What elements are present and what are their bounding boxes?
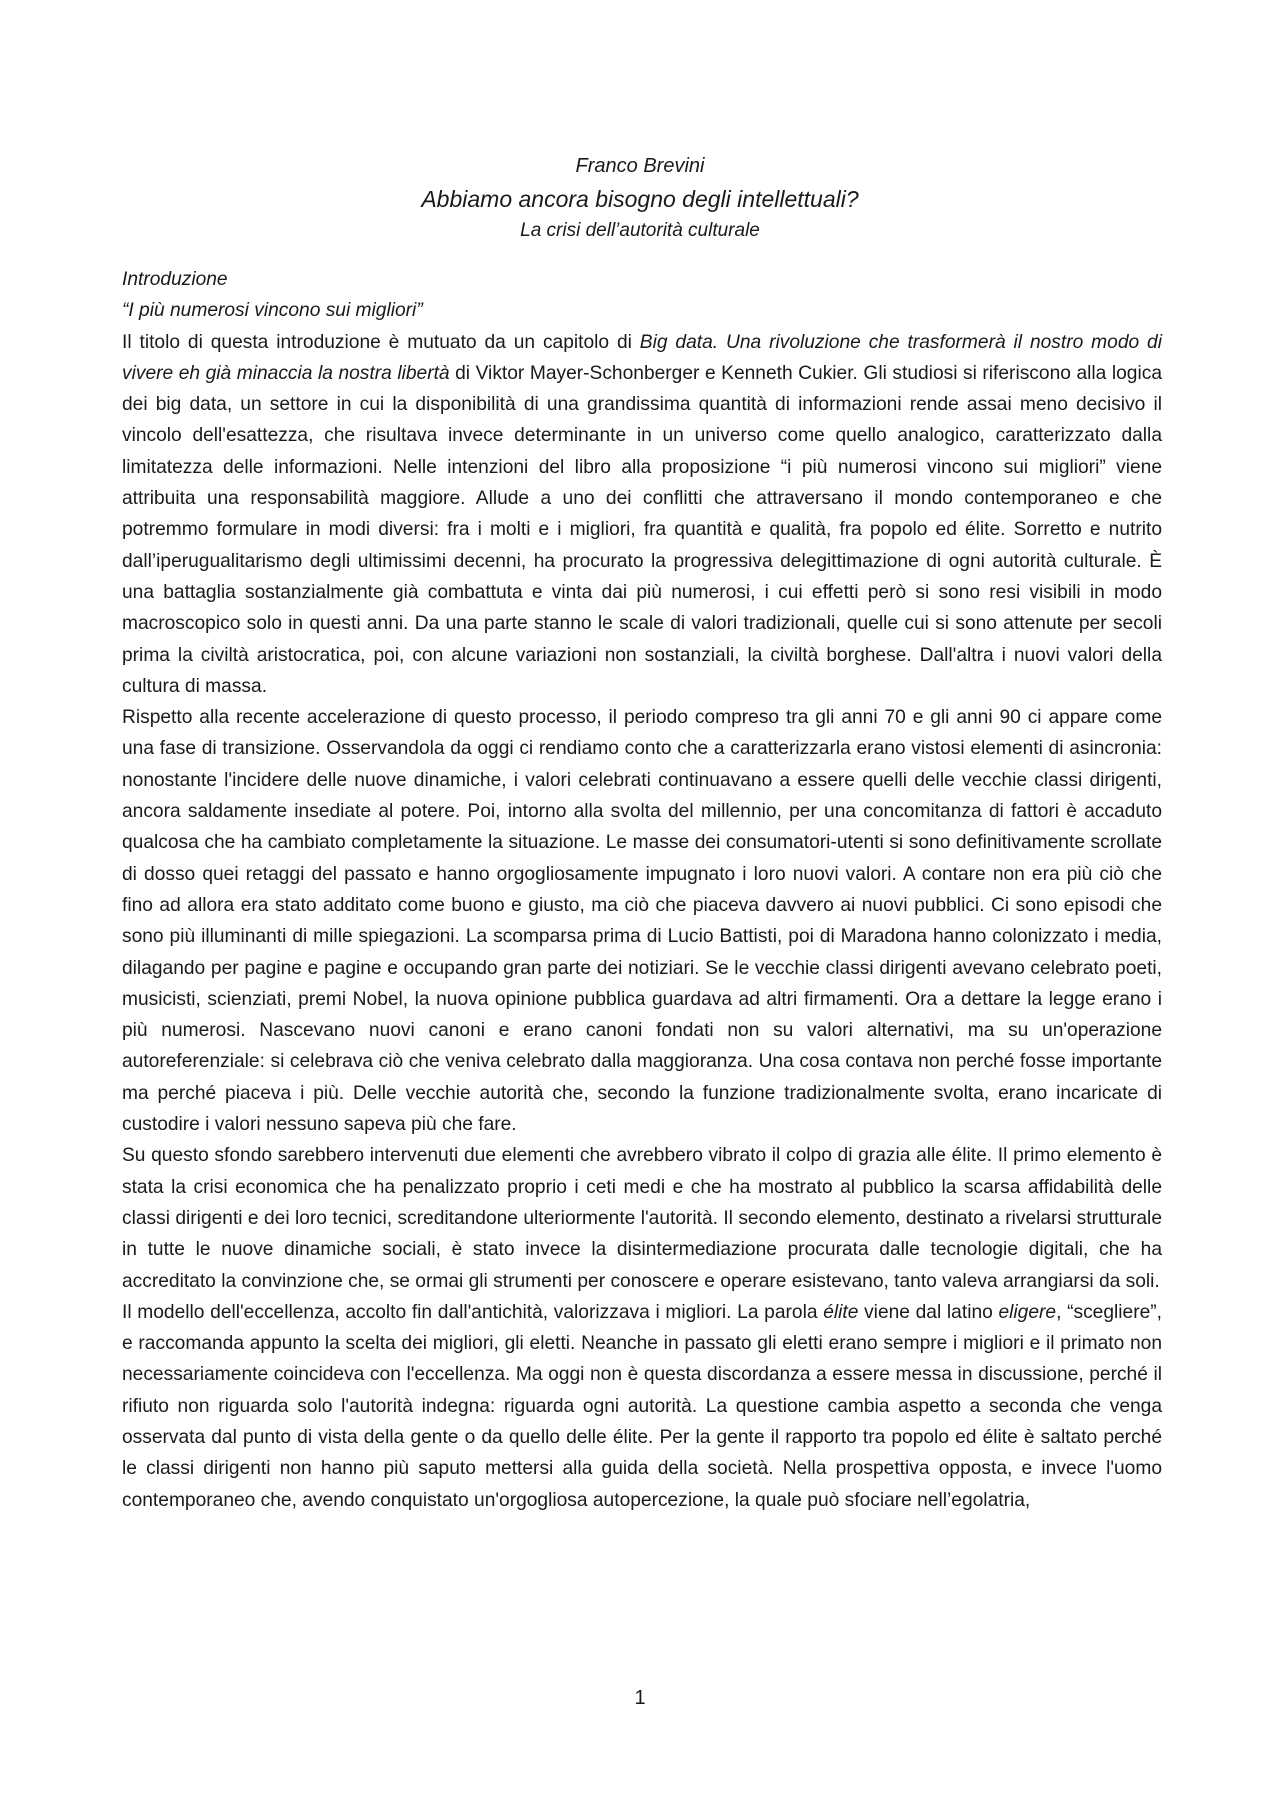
page-number: 1	[634, 1687, 646, 1709]
document-subtitle: La crisi dell’autorità culturale	[520, 220, 760, 241]
paragraph-1-text-b: di Viktor Mayer-Schonberger e Kenneth Cukier. Gli studiosi si riferiscono alla logica dei big data, un settore in cui la disponibilità di una grandissima quantità di informazioni rende assai meno decisivo il vincolo dell'esattezza, che risultava invece determinante in un universo come quello analogico, caratterizzato dalla limitatezza delle informazioni. Nelle intenzioni del libro alla proposizione “i più numerosi vincono sui migliori” viene attribuita una responsabilità maggiore. Allude a uno dei conflitti che attraversano il mondo contemporaneo e che potremmo formulare in modi diversi: fra i molti e i migliori, fra quantità e qualità, fra popolo ed élite. Sorretto e nutrito dall’iperugualitarismo degli ultimissimi decenni, ha procurato la progressiva delegittimazione di ogni autorità culturale. È una battaglia sostanzialmente già combattuta e vinta dai più numerosi, i cui effetti però si sono resi visibili in modo macroscopico solo in questi anni. Da una parte stanno le scale di valori tradizionali, quelle cui si sono attenute per secoli prima la civiltà aristocratica, poi, con alcune variazioni non sostanziali, la civiltà borghese. Dall'altra i nuovi valori della cultura di massa.	[122, 362, 1162, 697]
author-name: Franco Brevini	[575, 155, 705, 177]
document-body	[122, 264, 1162, 1516]
paragraph-4-text-c: , “scegliere”, e raccomanda appunto la scelta dei migliori, gli eletti. Neanche in passato gli eletti erano sempre i migliori e il primato non necessariamente coincideva con l'eccellenza. Ma oggi non è questa discordanza a essere messa in discussione, perché il rifiuto non riguarda solo l'autorità indegna: riguarda ogni autorità. La questione cambia aspetto a seconda che venga osservata dal punto di vista della gente o da quello delle élite. Per la gente il rapporto tra popolo ed élite è saltato perché le classi dirigenti non hanno più saputo mettersi alla guida della società. Nella prospettiva opposta, e invece l'uomo contemporaneo che, avendo conquistato un'orgogliosa autopercezione, la quale può sfociare nell’egolatria,	[122, 1301, 1163, 1511]
paragraph-3: Su questo sfondo sarebbero intervenuti due elementi che avrebbero vibrato il colpo di grazia alle élite. Il primo elemento è stata la crisi economica che ha penalizzato proprio i ceti medi e che ha mostrato al pubblico la scarsa affidabilità delle classi dirigenti e dei loro tecnici, screditandone ulteriormente l'autorità. Il secondo elemento, destinato a rivelarsi strutturale in tutte le nuove dinamiche sociali, è stato invece la disintermediazione procurata dalle tecnologie digitali, che ha accreditato la convinzione che, se ormai gli strumenti per conoscere e operare esistevano, tanto valeva arrangiarsi da soli.	[122, 1145, 1162, 1292]
paragraph-1-book-title: Big data. Una rivoluzione che trasformerà il nostro modo di vivere eh già minaccia la nostra libertà	[122, 331, 1162, 384]
paragraph-4-term-elite: élite	[823, 1301, 859, 1323]
section-heading: Introduzione	[122, 269, 228, 290]
document-header	[0, 150, 1280, 246]
section-quote-heading: “I più numerosi vincono sui migliori”	[122, 300, 423, 322]
paragraph-2: Rispetto alla recente accelerazione di questo processo, il periodo compreso tra gli anni 70 e gli anni 90 ci appare come una fase di transizione. Osservandola da oggi ci rendiamo conto che a caratterizzarla erano vistosi elementi di asincronia: nonostante l'incidere delle nuove dinamiche, i valori celebrati continuavano a essere quelli delle vecchie classi dirigenti, ancora saldamente insediate al potere. Poi, intorno alla svolta del millennio, per una concomitanza di fattori è accaduto qualcosa che ha cambiato completamente la situazione. Le masse dei consumatori-utenti si sono definitivamente scrollate di dosso quei retaggi del passato e hanno orgogliosamente impugnato i loro nuovi valori. A contare non era più ciò che fino ad allora era stato additato come buono e giusto, ma ciò che piaceva davvero ai nuovi pubblici. Ci sono episodi che sono più illuminanti di mille spiegazioni. La scomparsa prima di Lucio Battisti, poi di Maradona hanno colonizzato i media, dilagando per pagine e pagine e occupando gran parte dei notiziari. Se le vecchie classi dirigenti avevano celebrato poeti, musicisti, scienziati, premi Nobel, la nuova opinione pubblica guardava ad altri firmamenti. Ora a dettare la legge erano i più numerosi. Nascevano nuovi canoni e erano canoni fondati non su valori alternativi, ma su un'operazione autoreferenziale: si celebrava ciò che veniva celebrato dalla maggioranza. Una cosa contava non perché fosse importante ma perché piaceva i più. Delle vecchie autorità che, secondo la funzione tradizionalmente svolta, erano incaricate di custodire i valori nessuno sapeva più che fare.	[122, 707, 1162, 1136]
paragraph-1-text-a: Il titolo di questa introduzione è mutuato da un capitolo di	[122, 331, 640, 353]
paragraph-1	[122, 327, 1162, 703]
paragraph-4-text-a: Il modello dell'eccellenza, accolto fin dall'antichità, valorizzava i migliori. La parola	[122, 1301, 824, 1323]
paragraph-4-text-b: viene dal latino	[858, 1301, 999, 1323]
paragraph-4-term-eligere: eligere	[998, 1301, 1057, 1323]
document-title: Abbiamo ancora bisogno degli intellettuali?	[421, 186, 859, 212]
paragraph-4	[122, 1297, 1162, 1516]
